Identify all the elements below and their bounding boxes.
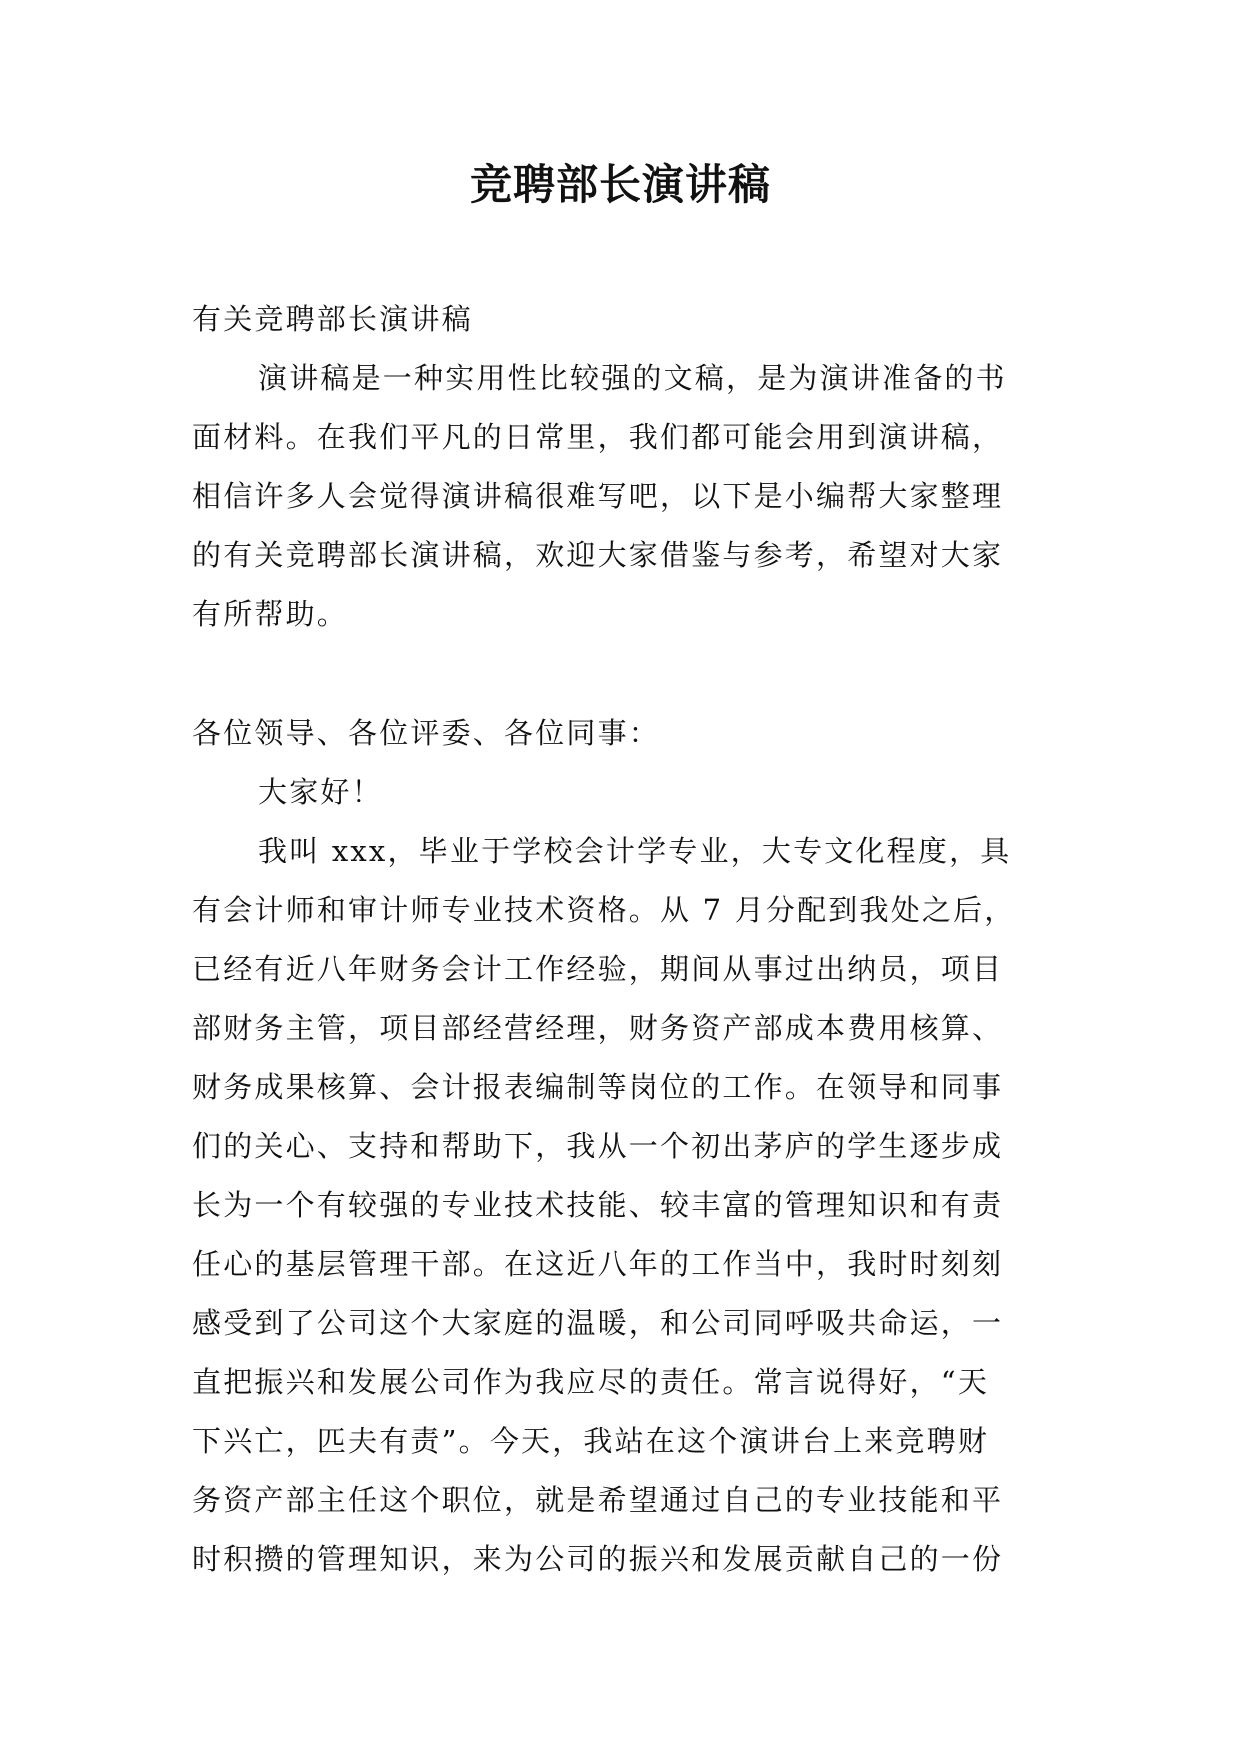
body-line: 有会计师和审计师专业技术资格。从 7 月分配到我处之后， — [192, 893, 1016, 927]
body-line: 任心的基层管理干部。在这近八年的工作当中，我时时刻刻 — [192, 1247, 1004, 1281]
greeting: 大家好！ — [258, 775, 383, 809]
intro-line: 演讲稿是一种实用性比较强的文稿，是为演讲准备的书 — [258, 361, 1007, 395]
intro-line: 有所帮助。 — [192, 597, 349, 631]
body-line: 部财务主管，项目部经营经理，财务资产部成本费用核算、 — [192, 1011, 1004, 1045]
body-line: 感受到了公司这个大家庭的温暖，和公司同呼吸共命运，一 — [192, 1306, 1004, 1340]
body-line: 长为一个有较强的专业技术技能、较丰富的管理知识和有责 — [192, 1188, 1004, 1222]
body-line: 我叫 xxx，毕业于学校会计学专业，大专文化程度，具 — [258, 834, 1012, 868]
body-line: 下兴亡，匹夫有责”。今天，我站在这个演讲台上来竞聘财 — [192, 1424, 990, 1458]
intro-heading: 有关竞聘部长演讲稿 — [192, 302, 473, 336]
document-body — [192, 290, 1072, 1589]
body-line: 时积攒的管理知识，来为公司的振兴和发展贡献自己的一份 — [192, 1542, 1004, 1576]
salutation: 各位领导、各位评委、各位同事： — [192, 716, 661, 750]
body-line: 财务成果核算、会计报表编制等岗位的工作。在领导和同事 — [192, 1070, 1004, 1104]
intro-line: 的有关竞聘部长演讲稿，欢迎大家借鉴与参考，希望对大家 — [192, 538, 1004, 572]
document-title: 竞聘部长演讲稿 — [469, 160, 771, 209]
paragraph-gap — [192, 644, 1072, 704]
intro-line: 相信许多人会觉得演讲稿很难写吧，以下是小编帮大家整理 — [192, 479, 1004, 513]
body-line: 已经有近八年财务会计工作经验，期间从事过出纳员，项目 — [192, 952, 1004, 986]
body-line: 务资产部主任这个职位，就是希望通过自己的专业技能和平 — [192, 1483, 1004, 1517]
body-line: 们的关心、支持和帮助下，我从一个初出茅庐的学生逐步成 — [192, 1129, 1004, 1163]
body-line: 直把振兴和发展公司作为我应尽的责任。常言说得好，“天 — [192, 1365, 990, 1399]
intro-line: 面材料。在我们平凡的日常里，我们都可能会用到演讲稿， — [192, 420, 1004, 454]
